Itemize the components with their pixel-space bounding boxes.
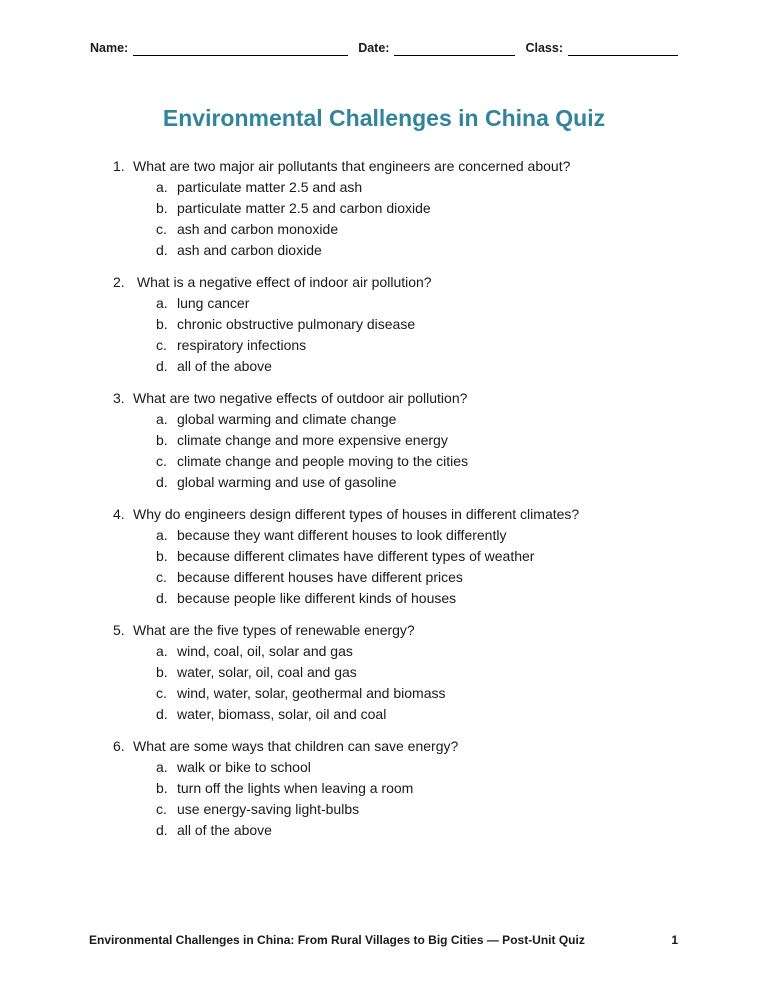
question-number: 1. <box>113 158 125 174</box>
option-list <box>90 757 678 841</box>
question-row <box>90 736 678 757</box>
date-label: Date: <box>358 41 390 55</box>
option-text: because different houses have different prices <box>177 569 463 585</box>
option-text: use energy-saving light-bulbs <box>177 801 360 817</box>
page-title: Environmental Challenges in China Quiz <box>162 105 606 131</box>
option-letter: a. <box>156 295 168 311</box>
option-text: water, biomass, solar, oil and coal <box>177 706 387 722</box>
option-text: lung cancer <box>177 295 250 311</box>
question-row <box>90 272 678 293</box>
question-text: Why do engineers design different types of houses in different climates? <box>133 506 580 522</box>
option-text: all of the above <box>177 822 272 838</box>
date-blank-line <box>394 42 515 56</box>
question-number: 3. <box>113 390 125 406</box>
option-text: wind, coal, oil, solar and gas <box>177 643 353 659</box>
question-row <box>90 620 678 641</box>
option-letter: d. <box>156 474 168 490</box>
question-row <box>90 388 678 409</box>
name-blank-line <box>133 42 348 56</box>
option-letter: d. <box>156 706 168 722</box>
option-text: respiratory infections <box>177 337 307 353</box>
option-letter: c. <box>156 685 167 701</box>
question-item <box>90 272 678 377</box>
option-text: water, solar, oil, coal and gas <box>177 664 357 680</box>
option-letter: c. <box>156 801 167 817</box>
class-label: Class: <box>525 41 563 55</box>
option-letter: a. <box>156 179 168 195</box>
option-text: climate change and more expensive energy <box>177 432 448 448</box>
answer-option <box>90 409 678 430</box>
question-number: 5. <box>113 622 125 638</box>
question-list <box>90 156 678 841</box>
option-list <box>90 525 678 609</box>
option-text: walk or bike to school <box>177 759 311 775</box>
option-text: particulate matter 2.5 and carbon dioxide <box>177 200 431 216</box>
option-text: particulate matter 2.5 and ash <box>177 179 363 195</box>
answer-option <box>90 451 678 472</box>
option-text: ash and carbon monoxide <box>177 221 339 237</box>
question-text: What are two major air pollutants that engineers are concerned about? <box>133 158 571 174</box>
option-text: wind, water, solar, geothermal and biomass <box>177 685 446 701</box>
option-letter: c. <box>156 221 167 237</box>
option-text: because they want different houses to look differently <box>177 527 507 543</box>
option-letter: c. <box>156 569 167 585</box>
document-footer <box>89 932 678 948</box>
answer-option <box>90 430 678 451</box>
answer-option <box>90 799 678 820</box>
option-text: because people like different kinds of houses <box>177 590 457 606</box>
option-text: chronic obstructive pulmonary disease <box>177 316 416 332</box>
answer-option <box>90 293 678 314</box>
option-letter: b. <box>156 664 168 680</box>
answer-option <box>90 641 678 662</box>
option-letter: a. <box>156 527 168 543</box>
question-item <box>90 388 678 493</box>
answer-option <box>90 757 678 778</box>
answer-option <box>90 356 678 377</box>
answer-option <box>90 198 678 219</box>
question-text: What is a negative effect of indoor air pollution? <box>133 274 432 290</box>
option-letter: b. <box>156 780 168 796</box>
option-letter: b. <box>156 548 168 564</box>
option-text: global warming and use of gasoline <box>177 474 397 490</box>
option-letter: d. <box>156 358 168 374</box>
question-text: What are two negative effects of outdoor air pollution? <box>133 390 468 406</box>
answer-option <box>90 472 678 493</box>
answer-option <box>90 177 678 198</box>
answer-option <box>90 525 678 546</box>
class-blank-line <box>568 42 678 56</box>
question-item <box>90 620 678 725</box>
question-item <box>90 156 678 261</box>
option-letter: d. <box>156 242 168 258</box>
option-text: climate change and people moving to the cities <box>177 453 469 469</box>
answer-option <box>90 662 678 683</box>
answer-option <box>90 314 678 335</box>
option-text: turn off the lights when leaving a room <box>177 780 414 796</box>
option-letter: c. <box>156 453 167 469</box>
option-list <box>90 641 678 725</box>
option-list <box>90 177 678 261</box>
answer-option <box>90 546 678 567</box>
option-letter: b. <box>156 316 168 332</box>
question-row <box>90 156 678 177</box>
answer-option <box>90 778 678 799</box>
option-letter: b. <box>156 432 168 448</box>
option-letter: a. <box>156 643 168 659</box>
document-header <box>90 40 678 56</box>
answer-option <box>90 219 678 240</box>
option-letter: b. <box>156 200 168 216</box>
page-number: 1 <box>671 933 678 947</box>
footer-title: Environmental Challenges in China: From Rural Villages to Big Cities — Post-Unit Quiz <box>89 933 585 947</box>
question-item <box>90 504 678 609</box>
answer-option <box>90 588 678 609</box>
answer-option <box>90 567 678 588</box>
option-text: global warming and climate change <box>177 411 397 427</box>
option-letter: a. <box>156 759 168 775</box>
option-text: ash and carbon dioxide <box>177 242 322 258</box>
question-item <box>90 736 678 841</box>
name-label: Name: <box>90 41 129 55</box>
answer-option <box>90 335 678 356</box>
answer-option <box>90 820 678 841</box>
option-letter: d. <box>156 822 168 838</box>
question-number: 4. <box>113 506 125 522</box>
answer-option <box>90 704 678 725</box>
option-letter: d. <box>156 590 168 606</box>
question-text: What are the five types of renewable energy? <box>133 622 415 638</box>
option-letter: c. <box>156 337 167 353</box>
option-text: because different climates have different types of weather <box>177 548 535 564</box>
answer-option <box>90 240 678 261</box>
option-text: all of the above <box>177 358 272 374</box>
option-list <box>90 409 678 493</box>
answer-option <box>90 683 678 704</box>
option-list <box>90 293 678 377</box>
question-text: What are some ways that children can save energy? <box>133 738 459 754</box>
question-number: 2. <box>113 274 125 290</box>
option-letter: a. <box>156 411 168 427</box>
question-number: 6. <box>113 738 125 754</box>
question-row <box>90 504 678 525</box>
